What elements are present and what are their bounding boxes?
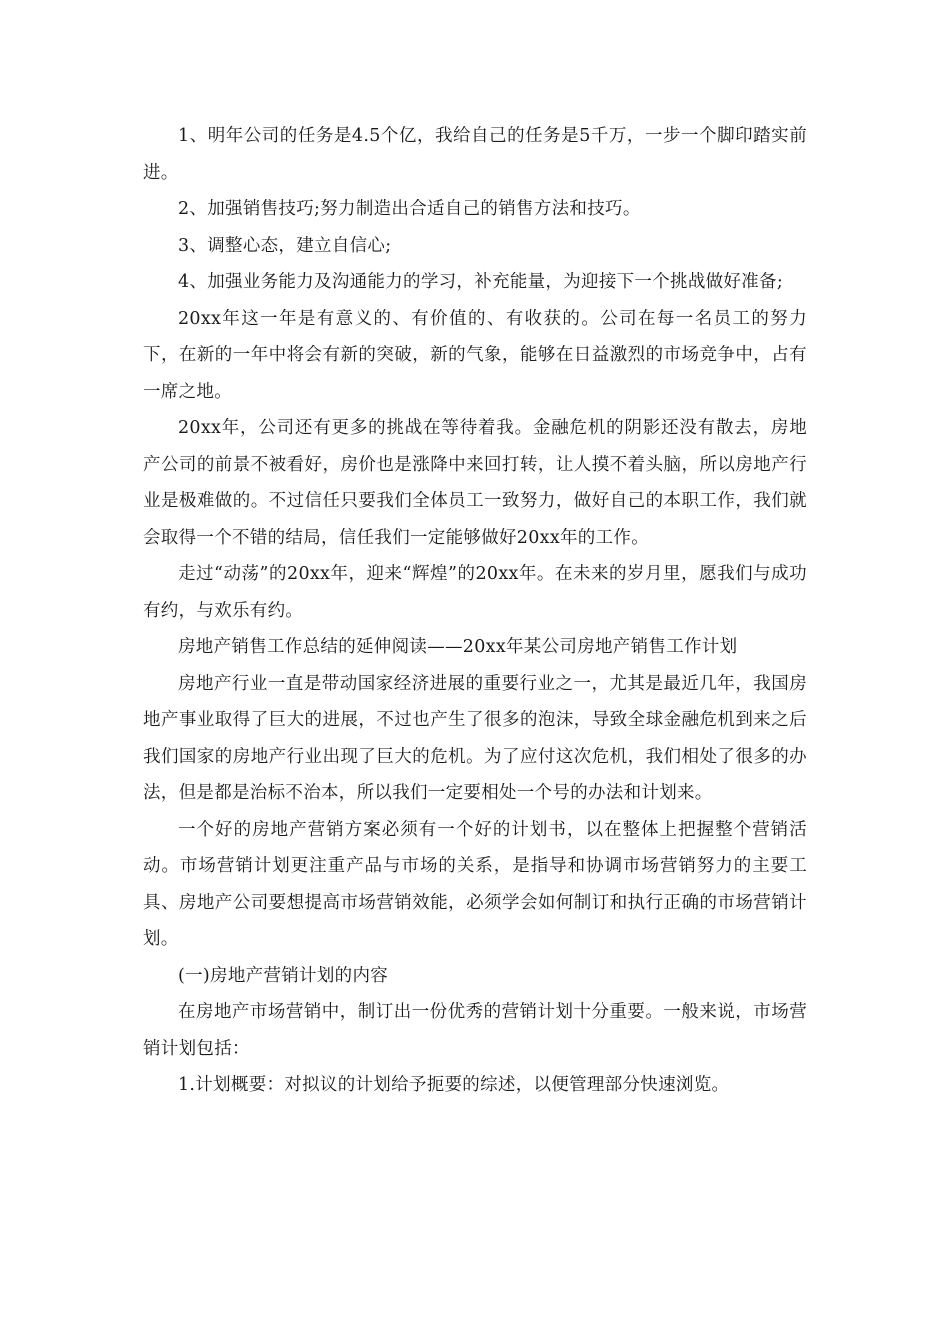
paragraph-marketing-plan-importance: 一个好的房地产营销方案必须有一个好的计划书，以在整体上把握整个营销活动。市场营销计划更注重产品与市场的关系，是指导和协调市场营销努力的主要工具、房地产公司要想提高市场营销效能，必须学会如何制订和执行正确的市场营销计划。	[143, 819, 807, 949]
paragraph-year-summary: 20xx年这一年是有意义的、有价值的、有收获的。公司在每一名员工的努力下，在新的一年中将会有新的突破，新的气象，能够在日益激烈的市场竞争中，占有一席之地。	[143, 308, 807, 402]
paragraph-plan-intro: 在房地产市场营销中，制订出一份优秀的营销计划十分重要。一般来说，市场营销计划包括：	[143, 1002, 807, 1059]
paragraph-ability-learning: 4、加强业务能力及沟通能力的学习，补充能量，为迎接下一个挑战做好准备;	[178, 272, 784, 292]
paragraph-sales-skills: 2、加强销售技巧;努力制造出合适自己的销售方法和技巧。	[178, 199, 641, 219]
document-body	[143, 118, 807, 1104]
section-heading-plan-content: (一)房地产营销计划的内容	[178, 965, 389, 986]
paragraph-extended-reading-title: 房地产销售工作总结的延伸阅读——20xx年某公司房地产销售工作计划	[178, 637, 738, 657]
paragraph-task-goal: 1、明年公司的任务是4.5个亿，我给自己的任务是5千万，一步一个脚印踏实前进。	[143, 126, 807, 183]
list-item-plan-summary: 1.计划概要：对拟议的计划给予扼要的综述，以便管理部分快速浏览。	[178, 1075, 730, 1095]
paragraph-outlook: 走过“动荡”的20xx年，迎来“辉煌”的20xx年。在未来的岁月里，愿我们与成功有约，与欢乐有约。	[143, 564, 807, 621]
paragraph-challenges: 20xx年，公司还有更多的挑战在等待着我。金融危机的阴影还没有散去，房地产公司的前景不被看好，房价也是涨降中来回打转，让人摸不着头脑，所以房地产行业是极难做的。不过信任只要我们全体员工一致努力，做好自己的本职工作，我们就会取得一个不错的结局，信任我们一定能够做好20xx年的工作。	[143, 418, 807, 548]
paragraph-industry-background: 房地产行业一直是带动国家经济进展的重要行业之一，尤其是最近几年，我国房地产事业取得了巨大的进展，不过也产生了很多的泡沫，导致全球金融危机到来之后我们国家的房地产行业出现了巨大的危机。为了应付这次危机，我们相处了很多的办法，但是都是治标不治本，所以我们一定要相处一个号的办法和计划来。	[143, 673, 807, 803]
paragraph-mindset: 3、调整心态，建立自信心;	[178, 235, 392, 256]
